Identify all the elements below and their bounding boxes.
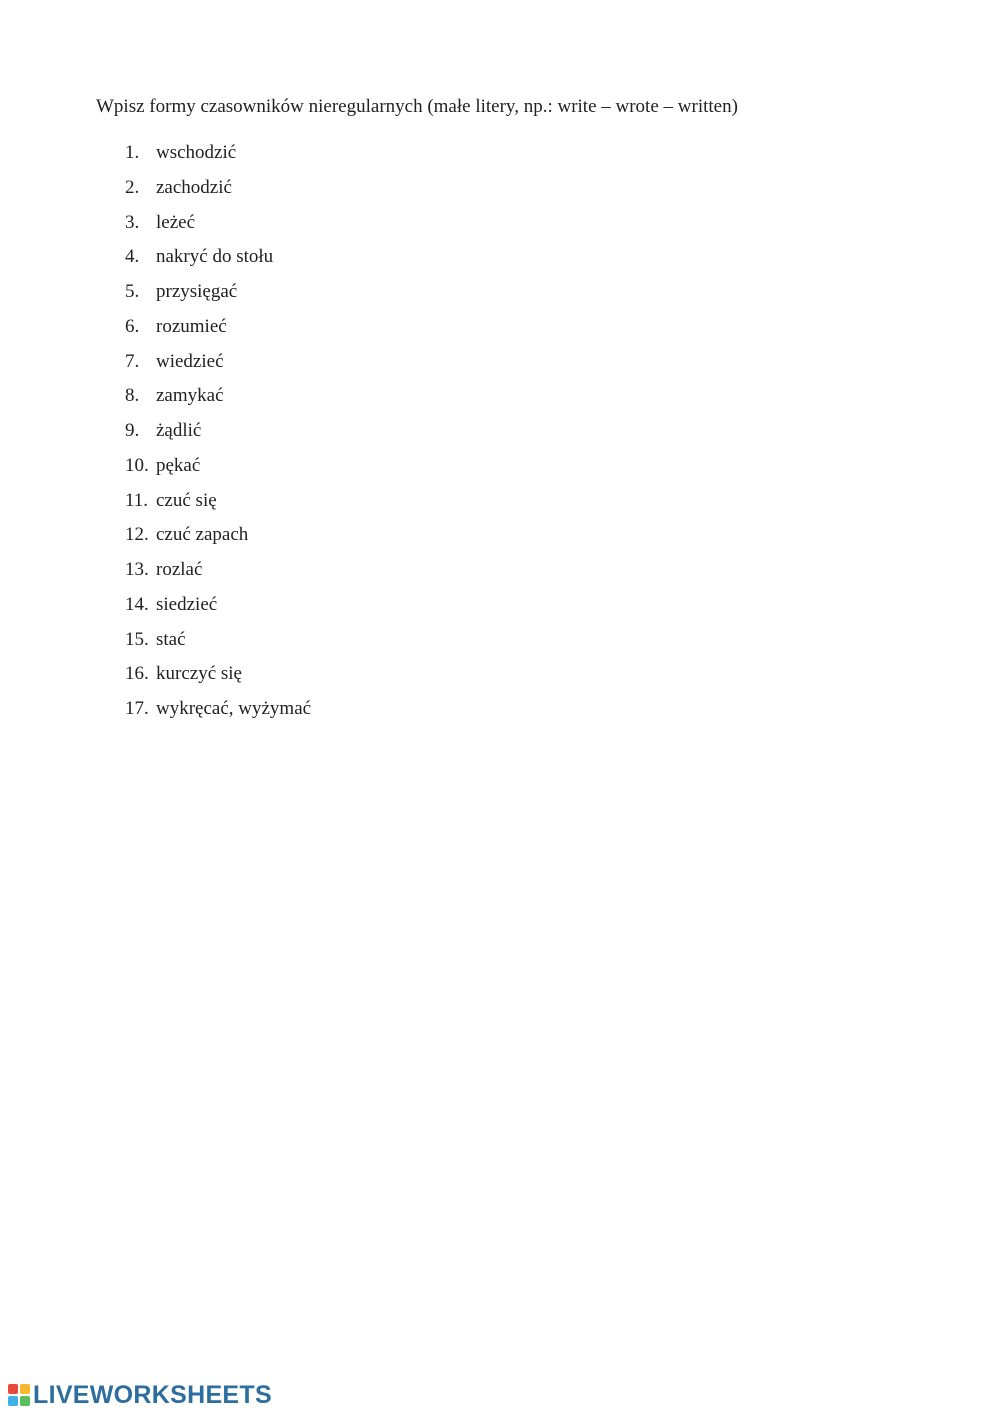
item-number: 13. [125,559,149,580]
item-text: rozlać [156,559,203,580]
logo-grid-icon [8,1384,30,1406]
item-number: 9. [125,420,140,441]
item-number: 12. [125,524,149,546]
item-text: siedzieć [156,593,218,615]
item-number: 16. [125,663,149,685]
item-text: czuć się [156,489,217,511]
item-text: wykręcać, wyżymać [156,698,312,719]
item-number: 4. [125,246,140,268]
logo-square-green [20,1396,30,1406]
item-number: 15. [125,628,149,650]
item-text: pękać [156,454,201,476]
logo-square-yellow [20,1384,30,1394]
item-number: 5. [125,281,140,302]
item-number: 10. [125,454,149,476]
item-text: leżeć [156,211,196,233]
item-text: czuć zapach [156,524,249,546]
item-number: 14. [125,593,149,615]
item-text: stać [156,628,186,650]
item-text: wiedzieć [156,350,224,372]
item-number: 3. [125,211,140,233]
item-number: 11. [125,489,149,511]
item-number: 7. [125,350,140,372]
item-text: zamykać [156,385,224,407]
liveworksheets-logo [8,1380,272,1410]
item-number: 2. [125,176,140,198]
logo-wordmark: LIVEWORKSHEETS [33,1381,272,1409]
item-text: nakryć do stołu [156,246,274,268]
item-number: 1. [125,142,140,163]
logo-square-blue [8,1396,18,1406]
item-text: rozumieć [156,315,227,337]
item-number: 8. [125,385,140,407]
item-text: zachodzić [156,176,232,198]
item-number: 17. [125,698,149,719]
logo-square-red [8,1384,18,1394]
item-text: kurczyć się [156,663,242,685]
item-number: 6. [125,315,140,337]
item-text: żądlić [156,420,202,441]
instruction-text: Wpisz formy czasowników nieregularnych (małe litery, np.: write – wrote – written) [96,96,738,117]
item-text: wschodzić [156,142,237,163]
item-text: przysięgać [156,281,238,302]
